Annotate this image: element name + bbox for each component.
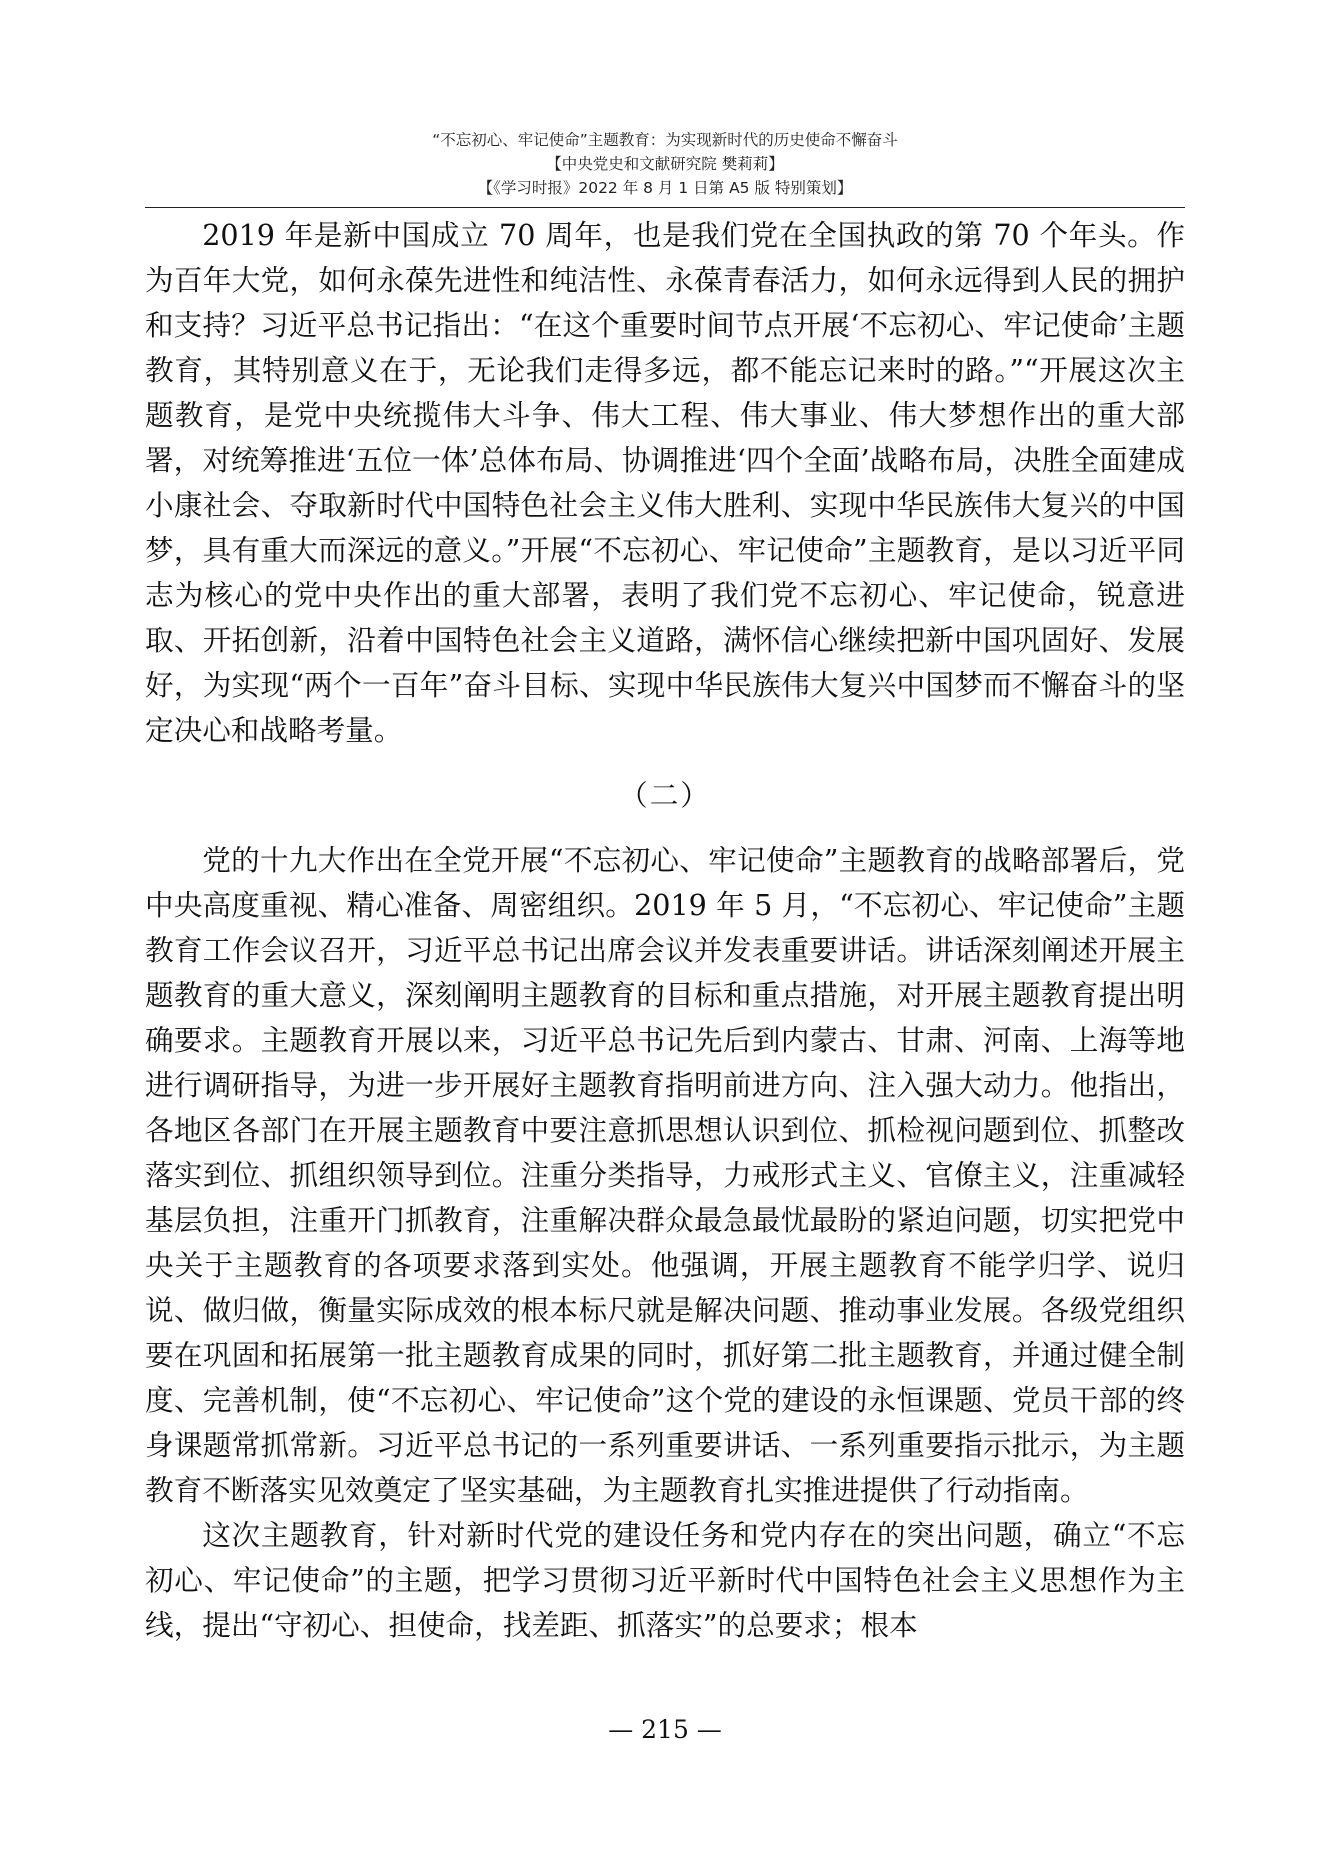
paragraph-section-2: 这次主题教育，针对新时代党的建设任务和党内存在的突出问题，确立“不忘初心、牢记使命”的主题，把学习贯彻习近平新时代中国特色社会主义思想作为主线，提出“守初心、担使命，找差距、抓落实”的总要求；根本 [145, 1518, 1185, 1642]
page-header [145, 128, 1185, 200]
header-author: 【中央党史和文献研究院 樊莉莉】 [546, 155, 784, 173]
section-heading: （二） [619, 778, 711, 812]
article-body [145, 213, 1185, 1648]
header-divider [145, 207, 1185, 208]
paragraph-intro: 2019 年是新中国成立 70 周年，也是我们党在全国执政的第 70 个年头。作为百年大党，如何永葆先进性和纯洁性、永葆青春活力，如何永远得到人民的拥护和支持？习近平总书记指出：“在这个重要时间节点开展‘不忘初心、牢记使命’主题教育，其特别意义在于，无论我们走得多远，都不能忘记来时的路。”“开展这次主题教育，是党中央统揽伟大斗争、伟大工程、伟大事业、伟大梦想作出的重大部署，对统筹推进‘五位一体’总体布局、协调推进‘四个全面’战略布局，决胜全面建成小康社会、夺取新时代中国特色社会主义伟大胜利、实现中华民族伟大复兴的中国梦，具有重大而深远的意义。”开展“不忘初心、牢记使命”主题教育，是以习近平同志为核心的党中央作出的重大部署，表明了我们党不忘初心、牢记使命，锐意进取、开拓创新，沿着中国特色社会主义道路，满怀信心继续把新中国巩固好、发展好，为实现“两个一百年”奋斗目标、实现中华民族伟大复兴中国梦而不懈奋斗的坚定决心和战略考量。 [145, 218, 1185, 747]
header-source: 【《学习时报》2022 年 8 月 1 日第 A5 版 特别策划】 [477, 179, 853, 197]
page-number: — 215 — [608, 1715, 722, 1744]
header-title: “不忘初心、牢记使命”主题教育：为实现新时代的历史使命不懈奋斗 [432, 131, 898, 149]
paragraph-section-1: 党的十九大作出在全党开展“不忘初心、牢记使命”主题教育的战略部署后，党中央高度重视、精心准备、周密组织。2019 年 5 月，“不忘初心、牢记使命”主题教育工作会议召开，习近平总书记出席会议并发表重要讲话。讲话深刻阐述开展主题教育的重大意义，深刻阐明主题教育的目标和重点措施，对开展主题教育提出明确要求。主题教育开展以来，习近平总书记先后到内蒙古、甘肃、河南、上海等地进行调研指导，为进一步开展好主题教育指明前进方向、注入强大动力。他指出，各地区各部门在开展主题教育中要注意抓思想认识到位、抓检视问题到位、抓整改落实到位、抓组织领导到位。注重分类指导，力戒形式主义、官僚主义，注重减轻基层负担，注重开门抓教育，注重解决群众最急最忧最盼的紧迫问题，切实把党中央关于主题教育的各项要求落到实处。他强调，开展主题教育不能学归学、说归说、做归做，衡量实际成效的根本标尺就是解决问题、推动事业发展。各级党组织要在巩固和拓展第一批主题教育成果的同时，抓好第二批主题教育，并通过健全制度、完善机制，使“不忘初心、牢记使命”这个党的建设的永恒课题、党员干部的终身课题常抓常新。习近平总书记的一系列重要讲话、一系列重要指示批示，为主题教育不断落实见效奠定了坚实基础，为主题教育扎实推进提供了行动指南。 [145, 843, 1185, 1507]
